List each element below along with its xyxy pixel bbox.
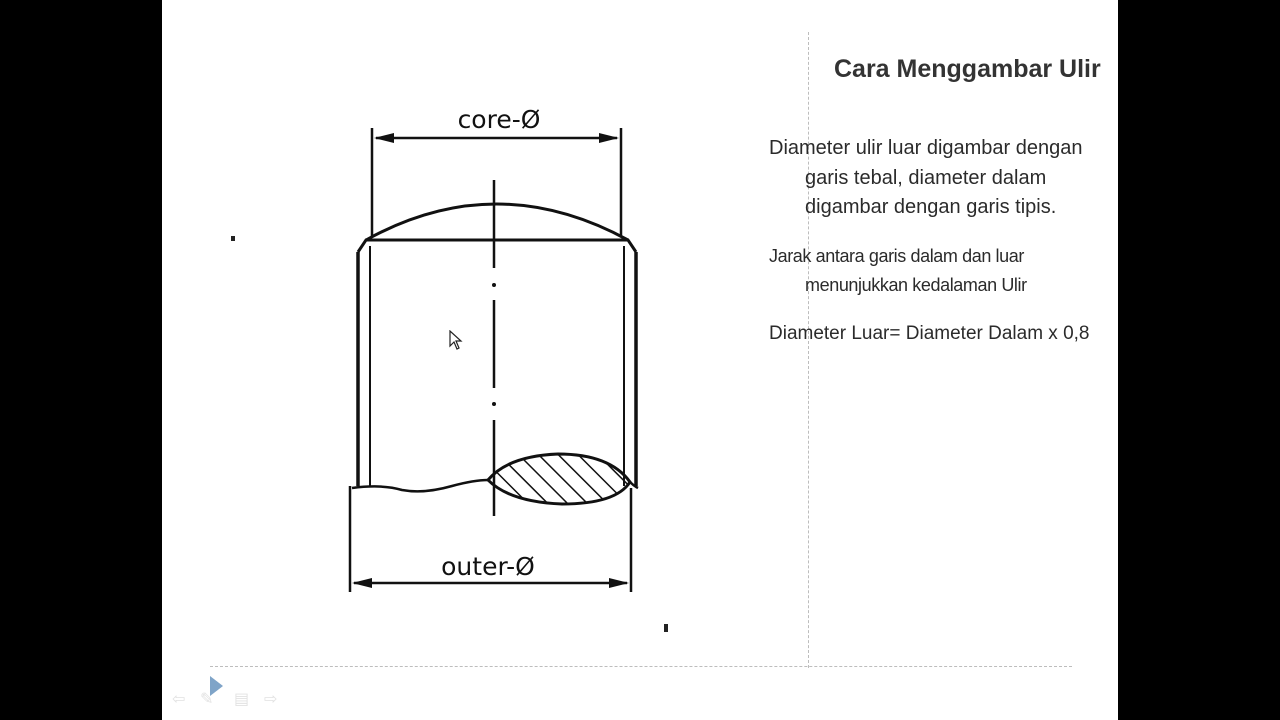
bolt-dome <box>366 204 628 240</box>
horizontal-guide-line <box>210 666 1072 667</box>
menu-icon[interactable]: ▤ <box>234 691 250 708</box>
scan-speck <box>231 236 235 241</box>
prev-arrow-icon[interactable]: ⇦ <box>172 691 186 708</box>
hatched-section <box>488 454 630 504</box>
slide-title: Cara Menggambar Ulir <box>834 55 1101 83</box>
outer-diameter-label: outer-Ø <box>441 552 535 581</box>
center-dot-2 <box>492 402 496 406</box>
scan-speck <box>664 624 668 632</box>
core-diameter-label: core-Ø <box>457 105 541 134</box>
paragraph-thread-depth: Jarak antara garis dalam dan luar menunjukkan kedalaman Ulir <box>769 245 1027 295</box>
paragraph-thread-diameter: Diameter ulir luar digambar dengan garis tebal, diameter dalam digambar dengan garis tipis. <box>769 137 1083 218</box>
paragraph-diameter-formula: Diameter Luar= Diameter Dalam x 0,8 <box>769 322 1090 344</box>
slide-content <box>769 134 1109 367</box>
pen-icon[interactable]: ✎ <box>200 691 214 708</box>
mouse-pointer-icon <box>449 330 463 350</box>
bolt-top-edge <box>358 240 636 252</box>
thread-diagram <box>162 0 808 660</box>
core-arrow-right <box>599 133 619 143</box>
slideshow-controls <box>172 672 312 712</box>
break-line <box>352 480 488 491</box>
outer-arrow-right <box>609 578 629 588</box>
next-arrow-icon[interactable]: ⇨ <box>264 691 278 708</box>
core-arrow-left <box>374 133 394 143</box>
center-dot-1 <box>492 283 496 287</box>
presentation-slide <box>162 0 1118 720</box>
outer-arrow-left <box>352 578 372 588</box>
